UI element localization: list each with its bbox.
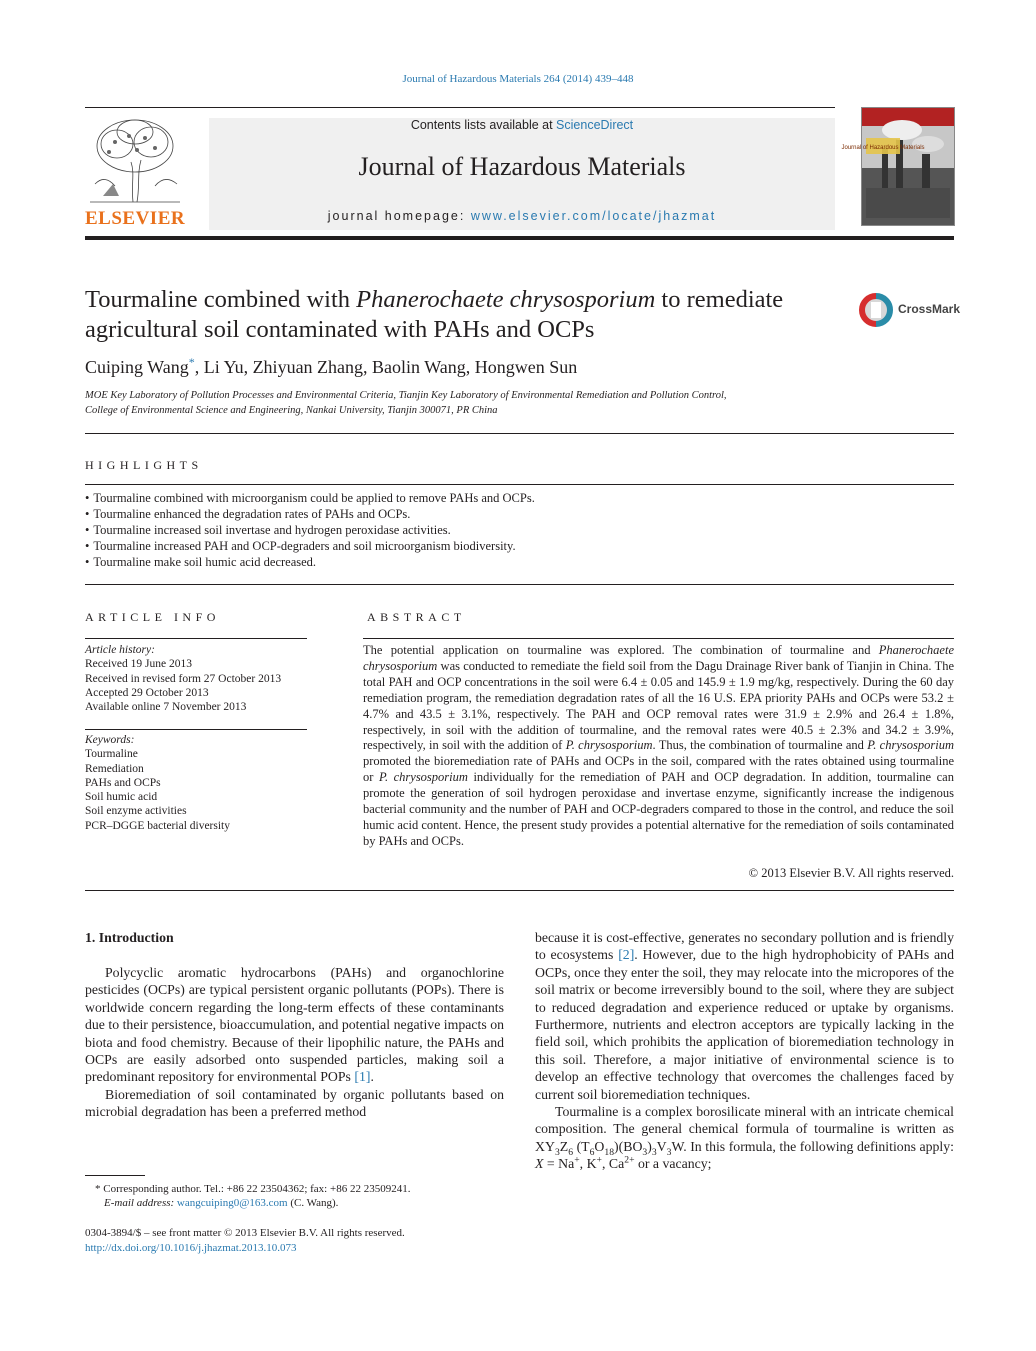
sciencedirect-link[interactable]: ScienceDirect bbox=[556, 118, 634, 132]
abstract-species: P. chrysosporium bbox=[565, 738, 653, 753]
highlight-item: • Tourmaline combined with microorganism could be applied to remove PAHs and OCPs. bbox=[85, 490, 955, 506]
intro-paragraph bbox=[535, 1103, 954, 1173]
intro-paragraph bbox=[85, 964, 504, 1086]
intro-right-column bbox=[535, 929, 954, 1173]
subscript: 3 bbox=[642, 1146, 648, 1158]
header-thick-rule bbox=[85, 236, 954, 240]
intro-paragraph: Bioremediation of soil contaminated by organic pollutants based on microbial degradation has been a preferred method bbox=[85, 1086, 504, 1120]
keyword: PAHs and OCPs bbox=[85, 776, 161, 789]
formula-variable: X bbox=[535, 1156, 544, 1172]
intro-paragraph bbox=[535, 929, 954, 1103]
homepage-label: journal homepage: bbox=[327, 209, 471, 223]
doi-link[interactable]: http://dx.doi.org/10.1016/j.jhazmat.2013.10.073 bbox=[85, 1241, 297, 1254]
abstract-body bbox=[363, 643, 954, 850]
highlights-heading: HIGHLIGHTS bbox=[85, 458, 203, 472]
superscript: + bbox=[596, 1154, 602, 1166]
formula-text: Z bbox=[559, 1138, 569, 1154]
formula-text: ) bbox=[647, 1138, 652, 1154]
keywords-rule bbox=[85, 729, 307, 730]
footnote-marker: * bbox=[95, 1183, 101, 1195]
front-matter-note bbox=[85, 1226, 505, 1255]
reference-link[interactable]: [1] bbox=[354, 1069, 371, 1085]
keywords-block bbox=[85, 733, 307, 833]
paragraph-text: or a vacancy; bbox=[634, 1156, 712, 1172]
reference-link[interactable]: [2] bbox=[618, 947, 635, 963]
issn-line: 0304-3894/$ – see front matter © 2013 Elsevier B.V. All rights reserved. bbox=[85, 1227, 405, 1239]
abstract-text: was conducted to remediate the field soil from the Dagu Drainage River bank of Tianjin in China. The total PAH and OCP concentrations in the soil were 6.4 ± 0.05 and 145.9 ± 1.9 mg/kg, respectively. During the 60 day remediation program, the remediation degradation rates of all the 16 U.S. EPA priority PAHs and OCPs were 53.2 ± 4.7% and 43.5 ± 3.1%, respectively. The PAH and OCP removal rates were 31.9 ± 2.9% and 26.4 ± 1.8%, respectively, in soil with the addition of tourmaline, and the removal rates were 40.5 ± 2.3% and 34.2 ± 3.9%, respectively, in soil with the addition of bbox=[363, 658, 954, 753]
elsevier-wordmark: ELSEVIER bbox=[85, 208, 186, 229]
intro-left-column bbox=[85, 964, 504, 1121]
abstract-species: P. chrysosporium bbox=[867, 738, 954, 753]
corresponding-author-footnote bbox=[85, 1182, 505, 1210]
rule-after-affiliation bbox=[85, 433, 954, 434]
abstract-heading: ABSTRACT bbox=[367, 610, 466, 624]
subscript: 6 bbox=[568, 1146, 574, 1158]
abstract-species: Phanerochaete chrysosporium bbox=[363, 643, 954, 673]
abstract-text: individually for the remediation of PAH and OCP degradation. In addition, tourmaline can promote the generation of soil hydrogen peroxidase and invertase enzyme, significantly increase the indigenous bacterial community and the number of PAH and OCP-degraders compared to those in the control, and reduce the soil humic acid content. Hence, the present study provides a potential alternative for the remediation of soils contaminated by PAHs and OCPs. bbox=[363, 770, 954, 848]
highlight-item: • Tourmaline increased PAH and OCP-degraders and soil microorganism biodiversity. bbox=[85, 538, 955, 554]
footnote-text: Corresponding author. Tel.: +86 22 23504362; fax: +86 22 23509241. bbox=[100, 1183, 411, 1195]
formula-text: V bbox=[656, 1138, 667, 1154]
homepage-link[interactable]: www.elsevier.com/locate/jhazmat bbox=[470, 209, 717, 223]
abstract-text: The potential application on tourmaline was explored. The combination of tourmaline and bbox=[363, 643, 879, 657]
history-label: Article history: bbox=[85, 644, 155, 656]
formula-text: )(BO bbox=[614, 1138, 643, 1154]
article-history bbox=[85, 643, 307, 714]
section-heading-introduction: 1. Introduction bbox=[85, 930, 174, 945]
keyword: Soil humic acid bbox=[85, 791, 158, 804]
subscript: 6 bbox=[589, 1146, 595, 1158]
article-info-heading: ARTICLE INFO bbox=[85, 610, 220, 624]
formula-text: , K bbox=[579, 1156, 597, 1172]
affiliation-line-2: College of Environmental Science and Engineering, Nankai University, Tianjin 300071, PR China bbox=[85, 404, 498, 416]
article-info-rule bbox=[85, 638, 307, 639]
subscript: 3 bbox=[651, 1146, 657, 1158]
subscript: 3 bbox=[554, 1146, 560, 1158]
abstract-species: P. chrysosporium bbox=[378, 770, 468, 785]
highlights-top-rule bbox=[85, 484, 954, 485]
subscript: 18 bbox=[604, 1146, 615, 1158]
superscript: 2+ bbox=[624, 1154, 635, 1166]
crossmark-badge[interactable] bbox=[858, 292, 961, 328]
journal-title: Journal of Hazardous Materials bbox=[358, 152, 686, 181]
paragraph-text: because it is cost-effective, generates no secondary pollution and is friendly to ecosystems bbox=[535, 930, 954, 963]
journal-homepage bbox=[209, 209, 835, 223]
footnote-line bbox=[85, 1182, 505, 1196]
corresponding-author-link[interactable]: * bbox=[188, 355, 195, 369]
history-received: Received 19 June 2013 bbox=[85, 658, 192, 671]
author-list bbox=[85, 357, 577, 378]
formula-text: (T bbox=[573, 1138, 590, 1154]
article-title bbox=[85, 285, 845, 345]
keyword: Tourmaline bbox=[85, 748, 138, 761]
crossmark-label: CrossMark bbox=[898, 302, 961, 316]
abstract-text: . Thus, the combination of tourmaline and bbox=[652, 738, 868, 753]
highlight-item: • Tourmaline make soil humic acid decreased. bbox=[85, 554, 955, 570]
journal-cover-image[interactable] bbox=[841, 107, 955, 226]
abstract-text: promoted the bioremediation rate of PAHs and OCPs in the soil, compared with the rates obtained using tourmaline or bbox=[363, 754, 954, 785]
formula-text: = Na bbox=[543, 1156, 575, 1172]
history-online: Available online 7 November 2013 bbox=[85, 701, 247, 714]
history-accepted: Accepted 29 October 2013 bbox=[85, 686, 209, 699]
cover-title: Journal of Hazardous Materials bbox=[841, 145, 925, 151]
email-owner: (C. Wang). bbox=[287, 1197, 339, 1209]
contents-prefix: Contents lists available at bbox=[410, 118, 557, 132]
footnote-email-line bbox=[85, 1196, 505, 1210]
highlight-item: • Tourmaline enhanced the degradation rates of PAHs and OCPs. bbox=[85, 506, 955, 522]
affiliation bbox=[85, 389, 885, 418]
paragraph-text: . bbox=[370, 1069, 374, 1085]
highlights-bottom-rule bbox=[85, 584, 954, 585]
email-link[interactable]: wangcuiping0@163.com bbox=[176, 1197, 288, 1209]
keyword: Remediation bbox=[85, 762, 144, 775]
highlights-list bbox=[85, 490, 955, 570]
author-first: Cuiping Wang bbox=[85, 357, 189, 377]
paragraph-text: Tourmaline is a complex borosilicate mineral with an intricate chemical composition. The general chemical formula of tourmaline is written as XY bbox=[535, 1104, 954, 1154]
journal-citation[interactable]: Journal of Hazardous Materials 264 (2014) 439–448 bbox=[402, 73, 634, 85]
keywords-label: Keywords: bbox=[85, 734, 135, 746]
formula-text: O bbox=[594, 1138, 605, 1154]
header-rule bbox=[85, 107, 835, 108]
authors-rest: , Li Yu, Zhiyuan Zhang, Baolin Wang, Hongwen Sun bbox=[194, 357, 578, 377]
affiliation-line-1: MOE Key Laboratory of Pollution Processes and Environmental Criteria, Tianjin Key Laboratory of Environmental Remediation and Pollution Control, bbox=[85, 390, 727, 401]
title-species: Phanerochaete chrysosporium bbox=[356, 286, 656, 313]
email-label: E-mail address: bbox=[104, 1197, 177, 1209]
paragraph-text: W. In this formula, the following definitions apply: bbox=[671, 1138, 954, 1154]
formula-text: , Ca bbox=[602, 1156, 625, 1172]
footnote-rule bbox=[85, 1175, 145, 1176]
abstract-rule bbox=[363, 638, 954, 639]
history-revised: Received in revised form 27 October 2013 bbox=[85, 672, 282, 685]
paragraph-text: Polycyclic aromatic hydrocarbons (PAHs) and organochlorine pesticides (OCPs) are typical persistent organic pollutants (POPs). There is worldwide concern regarding the long-term effects of these contaminants due to their persistence, bioaccumulation, and potential negative impacts on biota and food chemistry. Because of their lipophilic nature, the PAHs and OCPs are easily adsorbed onto suspended particles, making soil a predominant repository for environmental POPs bbox=[85, 965, 504, 1085]
abstract-copyright: © 2013 Elsevier B.V. All rights reserved. bbox=[748, 866, 954, 880]
superscript: + bbox=[574, 1154, 580, 1166]
highlight-item: • Tourmaline increased soil invertase and hydrogen peroxidase activities. bbox=[85, 522, 955, 538]
paragraph-text: . However, due to the high hydrophobicity of PAHs and OCPs, once they enter the soil, they may relocate into the micropores of the soil matrix or become irreversibly bound to the soil, where they are subject to reduced degradation and experience reduced or uptake by organisms. Furthermore, nutrients and electron acceptors are typically lacking in the field soil, which prohibits the application of bioremediation technology in this soil. Therefore, a major initiative of environmental science is to develop an effective technology that overcomes the challenges faced by current soil bioremediation techniques. bbox=[535, 947, 954, 1102]
title-part2: to remediate agricultural soil contaminated with PAHs and OCPs bbox=[85, 286, 784, 343]
cover-art bbox=[841, 108, 954, 225]
keyword: PCR–DGGE bacterial diversity bbox=[85, 819, 231, 832]
subscript: 3 bbox=[666, 1146, 672, 1158]
abstract-bottom-rule bbox=[85, 890, 954, 891]
keyword: Soil enzyme activities bbox=[85, 805, 187, 818]
title-part1: Tourmaline combined with bbox=[85, 286, 357, 313]
contents-line bbox=[209, 118, 835, 132]
